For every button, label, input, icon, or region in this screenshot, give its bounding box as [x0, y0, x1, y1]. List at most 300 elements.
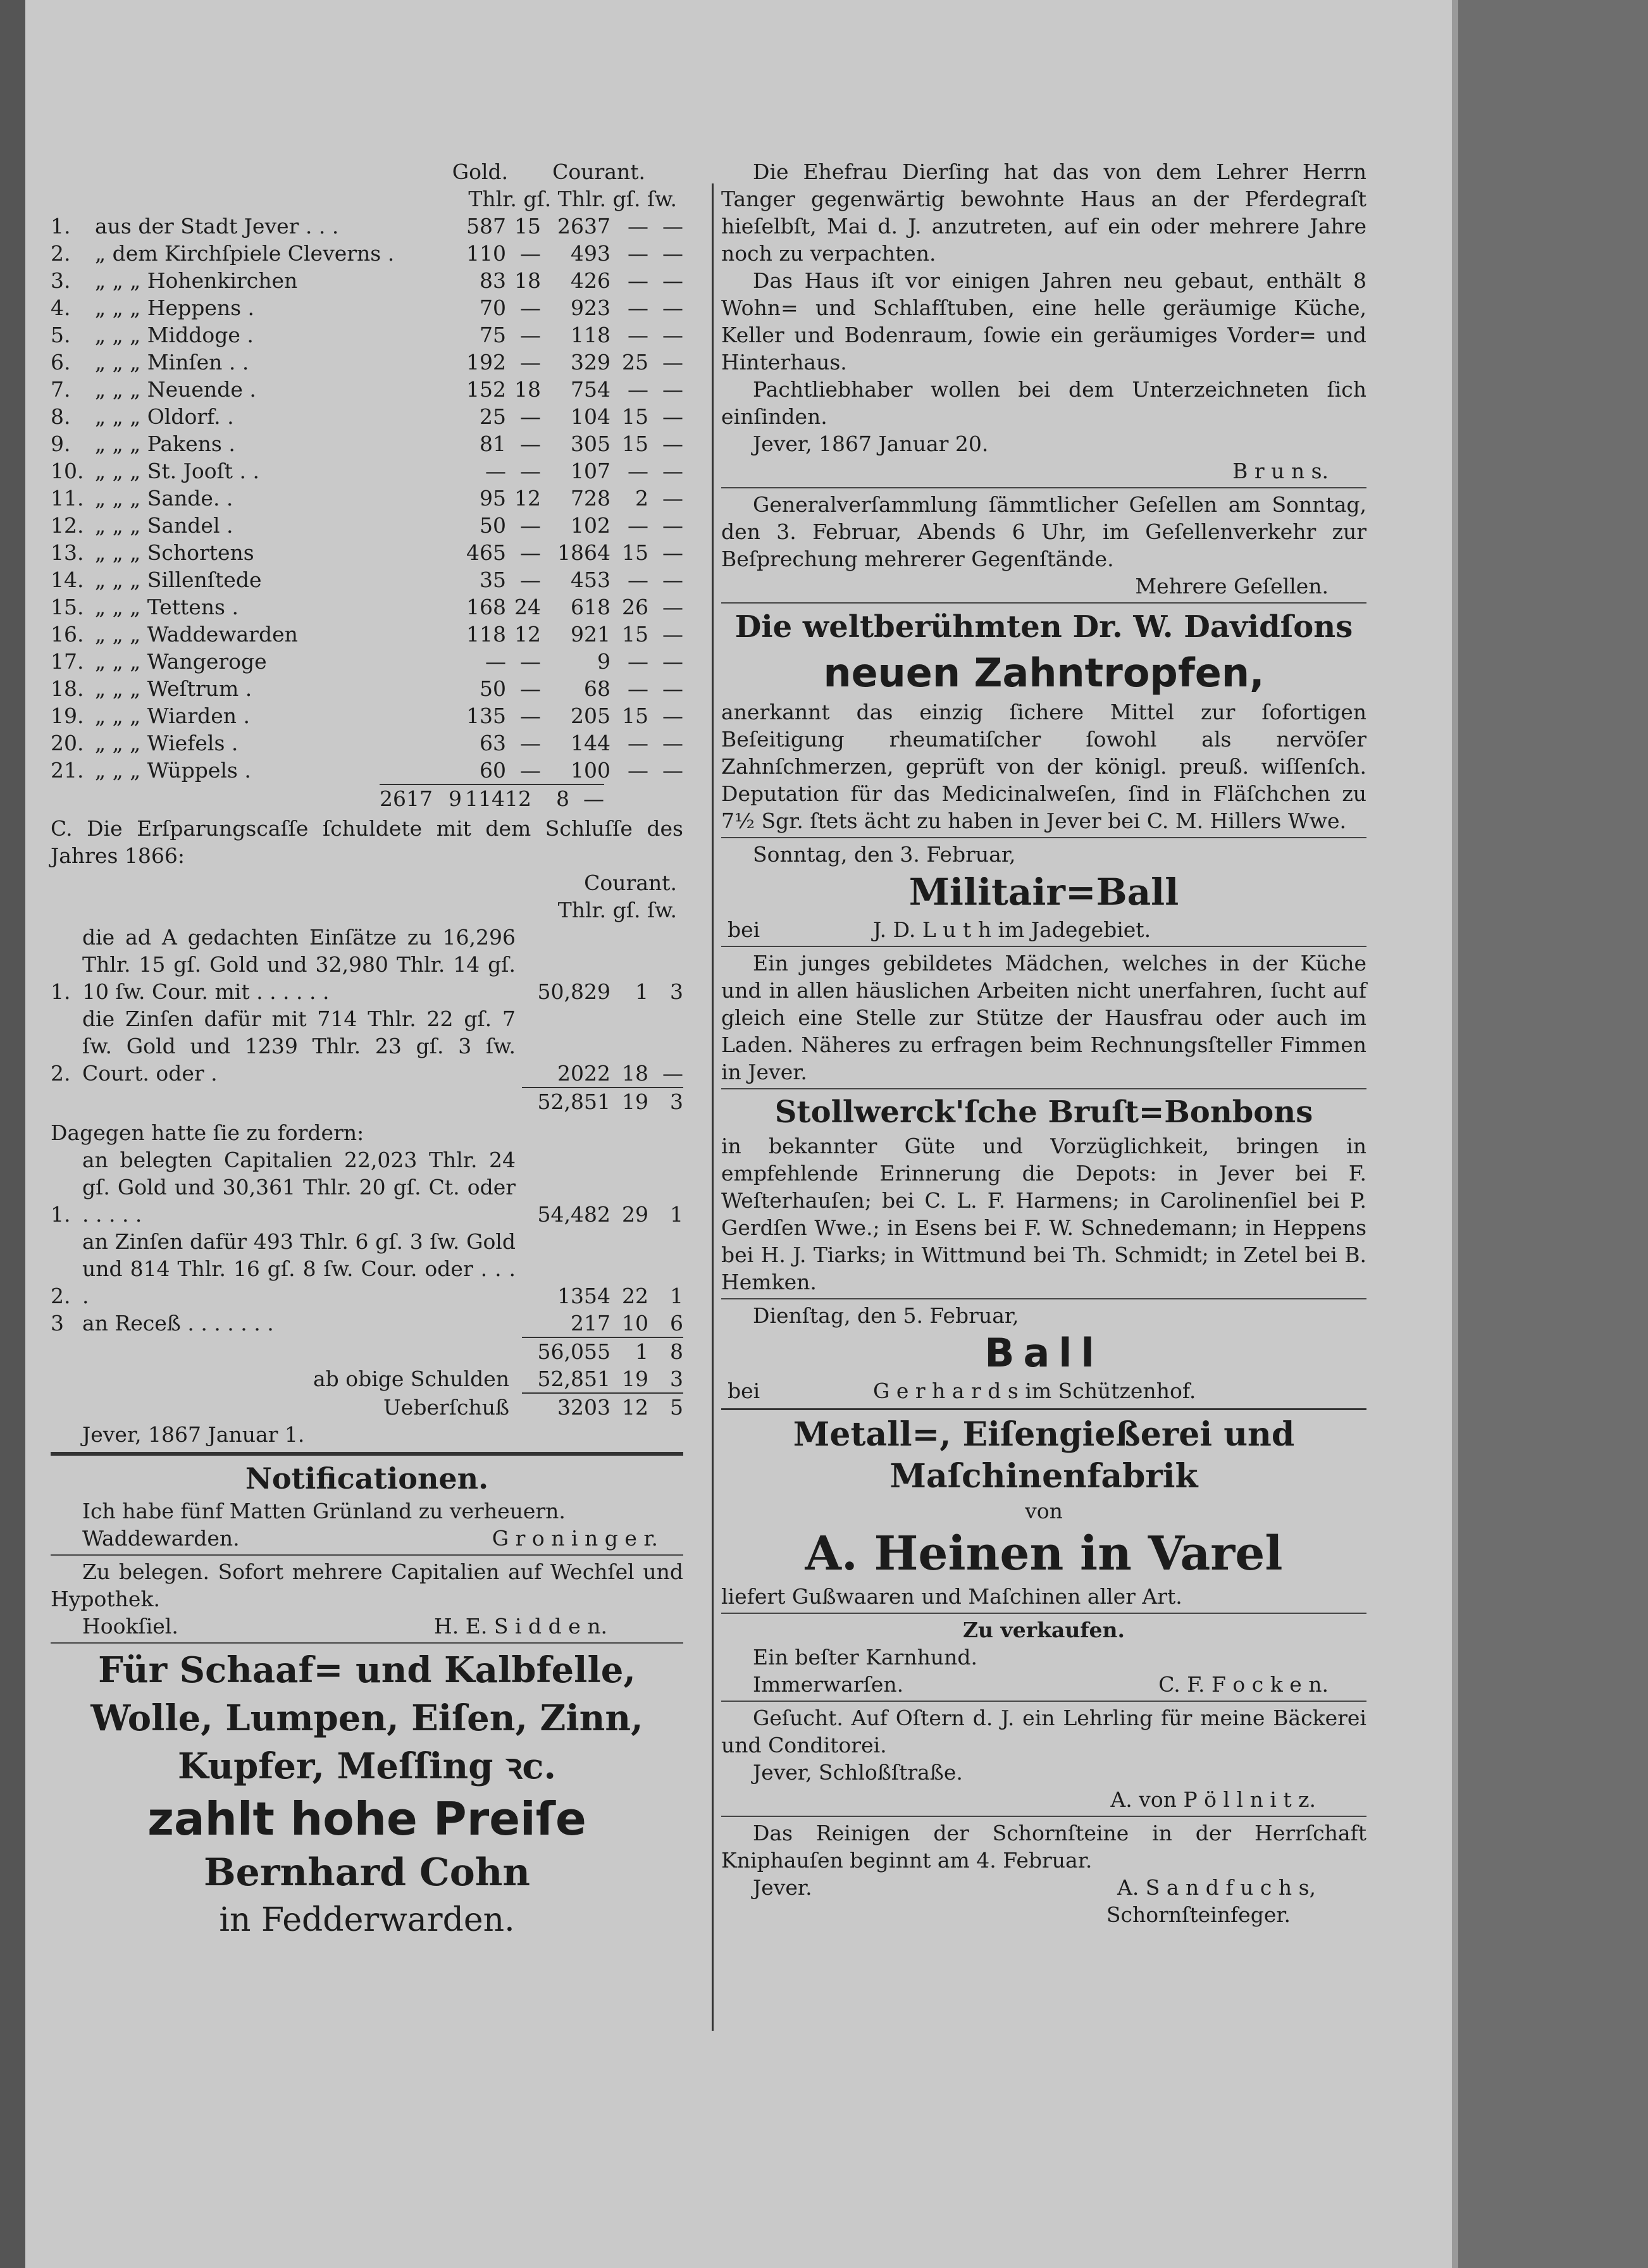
item-value: 1 [670, 1284, 683, 1308]
cell-courant-gs: 15 [622, 703, 648, 728]
notif2-text: Zu belegen. Sofort mehrere Capitalien auf Wechſel und Hypothek. [51, 1559, 683, 1611]
sum-cell: 8 [648, 1337, 683, 1365]
ad-line: in Fedderwarden. [219, 1901, 515, 1939]
cell-gold-thlr: 192 [466, 350, 506, 375]
ad-host-row [721, 1377, 1366, 1404]
table-row [51, 675, 683, 702]
cell-courant-thlr: 100 [571, 758, 610, 783]
cell-gold-thlr: 135 [466, 703, 506, 728]
cell-courant-gs: — [628, 459, 648, 483]
cell-gold-thlr: 118 [466, 622, 506, 647]
cell-gold-thlr: 152 [466, 377, 506, 402]
cell-courant-gs: — [628, 513, 648, 538]
item-text: an belegten Capitalien 22,023 Thlr. 24 gſ. Gold und 30,361 Thlr. 20 gſ. Ct. oder . . . . . [82, 1148, 516, 1227]
ad-host-row [721, 916, 1366, 943]
cell-courant-thlr: 102 [571, 513, 610, 538]
sum-cell: 1 [610, 1337, 648, 1365]
table-row [51, 240, 683, 267]
header-courant: Courant. [552, 159, 645, 184]
table-total-row [380, 784, 683, 812]
item-value: 217 [571, 1311, 610, 1335]
cell-courant-sw: — [662, 540, 683, 565]
rule [721, 1701, 1366, 1702]
row-number: 14. [51, 567, 84, 592]
item-value: 6 [670, 1311, 683, 1335]
cell-gold-gs: — [520, 758, 541, 783]
item-number: 1. [51, 979, 71, 1004]
left-column [51, 158, 683, 1942]
section-rule [51, 1452, 683, 1456]
ad-title: neuen Zahntropfen, [823, 650, 1265, 696]
cell-courant-sw: — [662, 731, 683, 755]
row-number: 12. [51, 513, 84, 538]
ad-text: Ein junges gebildetes Mädchen, welches in der Küche und in allen häuslichen Arbeiten nicht unerfahren, ſucht auf gleich eine Stelle zur Stütze der Hausfrau oder auch im Laden. Näheres zu erfragen beim Rechnungsſteller Fimmen in Jever. [721, 951, 1366, 1084]
d-intro: Dagegen hatte ſie zu fordern: [51, 1120, 364, 1145]
surplus-cell: 5 [648, 1392, 683, 1421]
cell-gold-gs: — [520, 323, 541, 347]
cell-courant-thlr: 9 [597, 649, 610, 674]
ad-title: Maſchinenfabrik [889, 1457, 1198, 1496]
cell-gold-thlr: 63 [480, 731, 506, 755]
item-value: 1354 [557, 1284, 610, 1308]
cell-courant-sw: — [662, 350, 683, 375]
cell-courant-sw: — [662, 649, 683, 674]
notif1-place: Waddewarden. [82, 1526, 240, 1551]
cell-courant-sw: — [662, 758, 683, 783]
row-place: „ „ „ Sillenſtede [95, 567, 262, 592]
cell-courant-gs: 2 [635, 486, 648, 511]
table-row [51, 321, 683, 349]
row-place: aus der Stadt Jever . . . [95, 214, 339, 239]
surplus-row [51, 1392, 683, 1421]
ad-bei: bei [728, 1379, 760, 1403]
cell-courant-thlr: 107 [571, 459, 610, 483]
cell-courant-thlr: 118 [571, 323, 610, 347]
list-item [51, 1228, 683, 1310]
surplus-cell: 12 [610, 1392, 648, 1421]
cell-courant-thlr: 921 [571, 622, 610, 647]
row-place: „ „ „ Heppens . [95, 295, 255, 320]
item-text: an Receß . . . . . . . [82, 1311, 274, 1335]
cell-gold-thlr: — [485, 649, 506, 674]
ad-bei: bei [728, 917, 760, 942]
row-number: 3. [51, 268, 71, 293]
rule [721, 1298, 1366, 1299]
ad-signature: Mehrere Geſellen. [1135, 574, 1329, 598]
cell-courant-sw: — [662, 295, 683, 320]
sum-cell: 3 [648, 1087, 683, 1115]
cell-gold-thlr: 168 [466, 595, 506, 619]
row-number: 13. [51, 540, 84, 565]
cell-gold-gs: — [520, 404, 541, 429]
item-value: 1 [635, 979, 648, 1004]
ad-signature: A. von P ö l l n i t z. [1110, 1787, 1316, 1812]
cell-gold-thlr: 25 [480, 404, 506, 429]
row-number: 20. [51, 731, 84, 755]
cell-gold-thlr: — [485, 459, 506, 483]
table-row [51, 457, 683, 485]
ad-place: Jever. [753, 1875, 812, 1900]
table-row [51, 294, 683, 321]
cell-gold-gs: — [520, 676, 541, 701]
table-subheader [51, 185, 683, 213]
cell-courant-gs: 26 [622, 595, 648, 619]
cell-courant-gs: — [628, 214, 648, 239]
notif1-sign [51, 1525, 683, 1552]
row-number: 8. [51, 404, 71, 429]
cell-courant-thlr: 1864 [557, 540, 610, 565]
cell-courant-sw: — [662, 622, 683, 647]
cell-courant-sw: — [662, 703, 683, 728]
right-column [721, 158, 1366, 1928]
cell-courant-thlr: 144 [571, 731, 610, 755]
row-place: „ „ „ Sande. . [95, 486, 233, 511]
ad-sign-row [721, 1671, 1366, 1698]
ad-title: Metall=, Eiſengießerei und [793, 1415, 1295, 1454]
cell-gold-gs: 15 [514, 214, 541, 239]
c-header-courant: Courant. [584, 871, 677, 895]
cell-courant-sw: — [662, 459, 683, 483]
row-number: 18. [51, 676, 84, 701]
cell-gold-gs: 24 [514, 595, 541, 619]
cell-gold-gs: — [520, 295, 541, 320]
cohn-ad [51, 1646, 683, 1942]
item-value: 50,829 [537, 979, 610, 1004]
dateline: Jever, 1867 Januar 1. [82, 1422, 305, 1447]
row-place: „ „ „ Sandel . [95, 513, 233, 538]
row-place: „ „ „ Wiarden . [95, 703, 250, 728]
ad-text: Das Reinigen der Schornſteine in der Herrſchaft Kniphauſen beginnt am 4. Februar. [721, 1821, 1366, 1873]
d-sum-row [51, 1337, 683, 1365]
cell-courant-gs: 25 [622, 350, 648, 375]
cell-courant-thlr: 305 [571, 431, 610, 456]
cell-courant-sw: — [662, 595, 683, 619]
table-row [51, 593, 683, 621]
total-cell: 9 [427, 784, 462, 812]
rule [721, 602, 1366, 604]
cell-courant-gs: 15 [622, 540, 648, 565]
rule [721, 946, 1366, 947]
table-row [51, 757, 683, 784]
ad-date: Sonntag, den 3. Februar, [753, 842, 1016, 867]
ad-line: Bernhard Cohn [203, 1850, 531, 1895]
cell-gold-thlr: 35 [480, 567, 506, 592]
rule [721, 837, 1366, 838]
ad-text: in bekannter Güte und Vorzüglichkeit, bringen in empfehlende Erinnerung die Depots: in Jever bei F. Weſterhauſen; bei C. L. F. Harmens; in Carolinenſiel bei P. Gerdſen Wwe.; in Esens bei F. W. Schnedemann; in Heppens bei H. J. Tiarks; in Wittmund bei Th. Schmidt; in Zetel bei B. Hemken. [721, 1134, 1366, 1294]
table-row [51, 349, 683, 376]
row-place: „ „ „ Hohenkirchen [95, 268, 298, 293]
ad-host: G e r h a r d s im Schützenhof. [873, 1379, 1196, 1403]
list-item [51, 1146, 683, 1228]
d-less-row [51, 1365, 683, 1392]
cell-courant-gs: — [628, 649, 648, 674]
cell-courant-gs: — [628, 241, 648, 266]
c-items [51, 924, 683, 1087]
list-item [51, 924, 683, 1005]
cell-courant-gs: — [628, 676, 648, 701]
cell-courant-sw: — [662, 567, 683, 592]
notif2-name: H. E. S i d d e n. [434, 1614, 607, 1639]
table-row [51, 376, 683, 403]
ad-title: Zu verkaufen. [962, 1618, 1125, 1642]
list-item [51, 1310, 683, 1337]
cell-courant-gs: 15 [622, 431, 648, 456]
row-number: 7. [51, 377, 71, 402]
cell-gold-thlr: 465 [466, 540, 506, 565]
cell-gold-thlr: 81 [480, 431, 506, 456]
ad-signature: A. S a n d f u c h s, [1117, 1875, 1316, 1900]
cell-gold-thlr: 587 [466, 214, 506, 239]
rule [721, 487, 1366, 488]
ad-line: zahlt hohe Preiſe [147, 1792, 586, 1845]
c-header [51, 869, 683, 896]
item-number: 3 [51, 1311, 64, 1335]
column-divider [712, 183, 714, 2031]
c-intro: C. Die Erſparungscaſſe ſchuldete mit dem Schluſſe des Jahres 1866: [51, 816, 683, 868]
cell-courant-thlr: 754 [571, 377, 610, 402]
table-header [51, 158, 683, 185]
cell-courant-sw: — [662, 404, 683, 429]
ad-signature: C. F. F o c k e n. [1158, 1672, 1329, 1697]
c-header-cols: Thlr. gſ. ſw. [557, 898, 677, 922]
ad-text: Pachtliebhaber wollen bei dem Unterzeichneten ſich einſinden. [721, 377, 1366, 429]
cell-courant-thlr: 329 [571, 350, 610, 375]
ad-text: Die Ehefrau Dierſing hat das von dem Lehrer Herrn Tanger gegenwärtig bewohnte Haus an der Pferdegraſt hieſelbſt, Mai d. J. anzutreten, auf ein oder mehrere Jahre noch zu verpachten. [721, 159, 1366, 266]
cell-courant-thlr: 68 [584, 676, 610, 701]
row-number: 15. [51, 595, 84, 619]
row-place: „ „ „ Wüppels . [95, 758, 251, 783]
cell-courant-thlr: 205 [571, 703, 610, 728]
item-value: 29 [622, 1202, 648, 1227]
cell-courant-sw: — [662, 241, 683, 266]
cell-courant-gs: — [628, 377, 648, 402]
cell-gold-thlr: 60 [480, 758, 506, 783]
row-number: 9. [51, 431, 71, 456]
row-number: 1. [51, 214, 71, 239]
cell-gold-gs: 18 [514, 377, 541, 402]
cell-gold-thlr: 75 [480, 323, 506, 347]
table-row [51, 566, 683, 593]
item-value: 3 [670, 979, 683, 1004]
total-cell: 8 [531, 784, 569, 812]
ad-title: Ball [984, 1330, 1103, 1376]
item-number: 2. [51, 1061, 71, 1086]
cell-gold-gs: — [520, 731, 541, 755]
ad-signature: B r u n s. [1232, 459, 1329, 483]
cell-courant-gs: — [628, 758, 648, 783]
sum-cell: 52,851 [522, 1087, 610, 1115]
item-text: an Zinſen dafür 493 Thlr. 6 gſ. 3 ſw. Gold und 814 Thlr. 16 gſ. 8 ſw. Cour. oder . . . . [82, 1229, 516, 1308]
notif2-sign [51, 1613, 683, 1640]
rule [51, 1554, 683, 1556]
cell-gold-gs: 12 [514, 622, 541, 647]
ad-title: Militair=Ball [908, 871, 1179, 914]
rule [51, 1642, 683, 1644]
item-value: — [662, 1061, 683, 1086]
cell-courant-gs: — [628, 295, 648, 320]
cell-courant-gs: — [628, 323, 648, 347]
row-place: „ „ „ St. Jooſt . . [95, 459, 260, 483]
row-number: 10. [51, 459, 84, 483]
cell-gold-thlr: 50 [480, 676, 506, 701]
item-value: 2022 [557, 1061, 610, 1086]
rule [721, 1088, 1366, 1089]
cell-gold-gs: — [520, 241, 541, 266]
ad-place: Immerwarſen. [753, 1672, 904, 1697]
item-number: 1. [51, 1202, 71, 1227]
notif2-place: Hookſiel. [82, 1614, 178, 1639]
rule [721, 1816, 1366, 1817]
item-text: die ad A gedachten Einſätze zu 16,296 Thlr. 15 gſ. Gold und 32,980 Thlr. 14 gſ. 10 ſw. Cour. mit . . . . . . [82, 925, 516, 1004]
cell-courant-gs: — [628, 567, 648, 592]
c-sum-row [51, 1087, 683, 1115]
cell-courant-sw: — [662, 676, 683, 701]
row-place: „ „ „ Pakens . [95, 431, 235, 456]
row-number: 5. [51, 323, 71, 347]
row-place: „ „ „ Minſen . . [95, 350, 249, 375]
cell-gold-gs: — [520, 431, 541, 456]
ad-date: Jever, 1867 Januar 20. [753, 431, 989, 456]
row-place: „ „ „ Neuende . [95, 377, 256, 402]
table-row [51, 648, 683, 675]
table-row [51, 485, 683, 512]
row-place: „ „ „ Middoge . [95, 323, 254, 347]
cell-courant-sw: — [662, 431, 683, 456]
total-cell: — [569, 784, 604, 812]
table-row [51, 729, 683, 757]
cell-courant-gs: — [628, 268, 648, 293]
ad-text: Ein beſter Karnhund. [753, 1645, 978, 1670]
cell-courant-thlr: 728 [571, 486, 610, 511]
cell-courant-thlr: 104 [571, 404, 610, 429]
row-number: 16. [51, 622, 84, 647]
newspaper-page [25, 0, 1458, 2268]
ad-text: anerkannt das einzig ſichere Mittel zur ſofortigen Beſeitigung rheumatiſcher ſowohl als nervöſer Zahnſchmerzen, geprüft von der königl. preuß. wiſſenſch. Deputation für das Medicinalweſen, ſind in Fläſchchen zu 7½ Sgr. ſtets ächt zu haben in Jever bei C. M. Hillers Wwe. [721, 700, 1366, 833]
row-place: „ „ „ Weſtrum . [95, 676, 252, 701]
cell-gold-gs: — [520, 459, 541, 483]
cell-gold-gs: — [520, 513, 541, 538]
row-number: 17. [51, 649, 84, 674]
ad-line: Für Schaaf= und Kalbfelle, [98, 1649, 636, 1691]
less-cell: 3 [670, 1366, 683, 1391]
ad-title: Stollwerck'ſche Bruſt=Bonbons [774, 1094, 1313, 1130]
row-place: „ „ „ Oldorf. . [95, 404, 234, 429]
less-cell: 52,851 [537, 1366, 610, 1391]
cell-courant-sw: — [662, 513, 683, 538]
row-place: „ „ „ Waddewarden [95, 622, 298, 647]
ad-line: Kupfer, Meſſing ꝛc. [177, 1745, 557, 1787]
total-cell: 11412 [462, 784, 531, 812]
cell-courant-thlr: 426 [571, 268, 610, 293]
row-number: 21. [51, 758, 84, 783]
cell-gold-thlr: 95 [480, 486, 506, 511]
row-number: 2. [51, 241, 71, 266]
ad-host: J. D. L u t h im Jadegebiet. [873, 917, 1151, 942]
ad-text: liefert Gußwaaren und Maſchinen aller Art. [721, 1584, 1182, 1609]
table-row [51, 512, 683, 539]
row-place: „ „ „ Schortens [95, 540, 254, 565]
cell-gold-gs: 18 [514, 268, 541, 293]
table-row [51, 539, 683, 566]
table-row [51, 430, 683, 457]
cell-courant-gs: 15 [622, 622, 648, 647]
table-row [51, 702, 683, 729]
cell-gold-thlr: 110 [466, 241, 506, 266]
cell-gold-thlr: 50 [480, 513, 506, 538]
ad-date: Dienſtag, den 5. Februar, [753, 1303, 1019, 1328]
cell-gold-gs: 12 [514, 486, 541, 511]
item-value: 10 [622, 1311, 648, 1335]
row-place: „ „ „ Wangeroge [95, 649, 267, 674]
row-place: „ „ „ Wiefels . [95, 731, 239, 755]
ad-title: Die weltberühmten Dr. W. Davidſons [734, 609, 1353, 645]
table-row [51, 267, 683, 294]
ad-title: A. Heinen in Varel [805, 1527, 1283, 1581]
ad-role: Schornſteinfeger. [1106, 1902, 1291, 1927]
row-number: 6. [51, 350, 71, 375]
notif1-name: G r o n i n g e r. [492, 1526, 658, 1551]
item-value: 54,482 [537, 1202, 610, 1227]
table-row [51, 403, 683, 430]
cell-courant-gs: — [628, 731, 648, 755]
ad-text: Geſucht. Auf Oſtern d. J. ein Lehrling für meine Bäckerei und Conditorei. [721, 1706, 1366, 1757]
item-number: 2. [51, 1284, 71, 1308]
cell-courant-sw: — [662, 486, 683, 511]
cell-courant-thlr: 618 [571, 595, 610, 619]
row-number: 4. [51, 295, 71, 320]
cell-courant-sw: — [662, 377, 683, 402]
surplus-cell: 3203 [522, 1392, 610, 1421]
sum-cell: 19 [610, 1087, 648, 1115]
cell-courant-thlr: 923 [571, 295, 610, 320]
table-row [51, 213, 683, 240]
cell-gold-thlr: 83 [480, 268, 506, 293]
item-value: 18 [622, 1061, 648, 1086]
sum-cell: 56,055 [522, 1337, 610, 1365]
ad-sign-row [721, 1874, 1366, 1901]
total-cell: 2617 [380, 784, 427, 812]
cell-gold-gs: — [520, 703, 541, 728]
cell-courant-gs: 15 [622, 404, 648, 429]
cell-courant-thlr: 2637 [557, 214, 610, 239]
less-cell: 19 [622, 1366, 648, 1391]
row-place: „ dem Kirchſpiele Cleverns . [95, 241, 395, 266]
ad-text: von [1025, 1499, 1063, 1523]
cell-gold-gs: — [520, 540, 541, 565]
notif1-text: Ich habe fünf Matten Grünland zu verheuern. [82, 1499, 566, 1523]
ad-text: Das Haus iſt vor einigen Jahren neu gebaut, enthält 8 Wohn= und Schlafſtuben, eine helle geräumige Küche, Keller und Bodenraum, ſowie ein geräumiges Vorder= und Hinterhaus. [721, 268, 1366, 375]
rule [721, 1613, 1366, 1614]
notif-title: Notificationen. [245, 1461, 489, 1496]
item-text: die Zinſen dafür mit 714 Thlr. 22 gſ. 7 ſw. Gold und 1239 Thlr. 23 gſ. 3 ſw. Court. oder . [82, 1007, 516, 1086]
subheader-units: Thlr. gſ. Thlr. gſ. ſw. [468, 187, 677, 211]
d-items [51, 1146, 683, 1337]
row-number: 19. [51, 703, 84, 728]
district-table [51, 213, 683, 784]
cell-courant-sw: — [662, 214, 683, 239]
ad-line: Wolle, Lumpen, Eiſen, Zinn, [90, 1697, 643, 1739]
surplus-label: Ueberſchuß [383, 1395, 509, 1420]
cell-courant-sw: — [662, 323, 683, 347]
cell-gold-gs: — [520, 350, 541, 375]
cell-gold-gs: — [520, 567, 541, 592]
ad-text: Generalverſammlung ſämmtlicher Geſellen am Sonntag, den 3. Februar, Abends 6 Uhr, im Geſellenverkehr zur Beſprechung mehrerer Gegenſtände. [721, 492, 1366, 571]
cell-gold-gs: — [520, 649, 541, 674]
rule [721, 1408, 1366, 1410]
cell-courant-thlr: 453 [571, 567, 610, 592]
table-row [51, 621, 683, 648]
item-value: 1 [670, 1202, 683, 1227]
